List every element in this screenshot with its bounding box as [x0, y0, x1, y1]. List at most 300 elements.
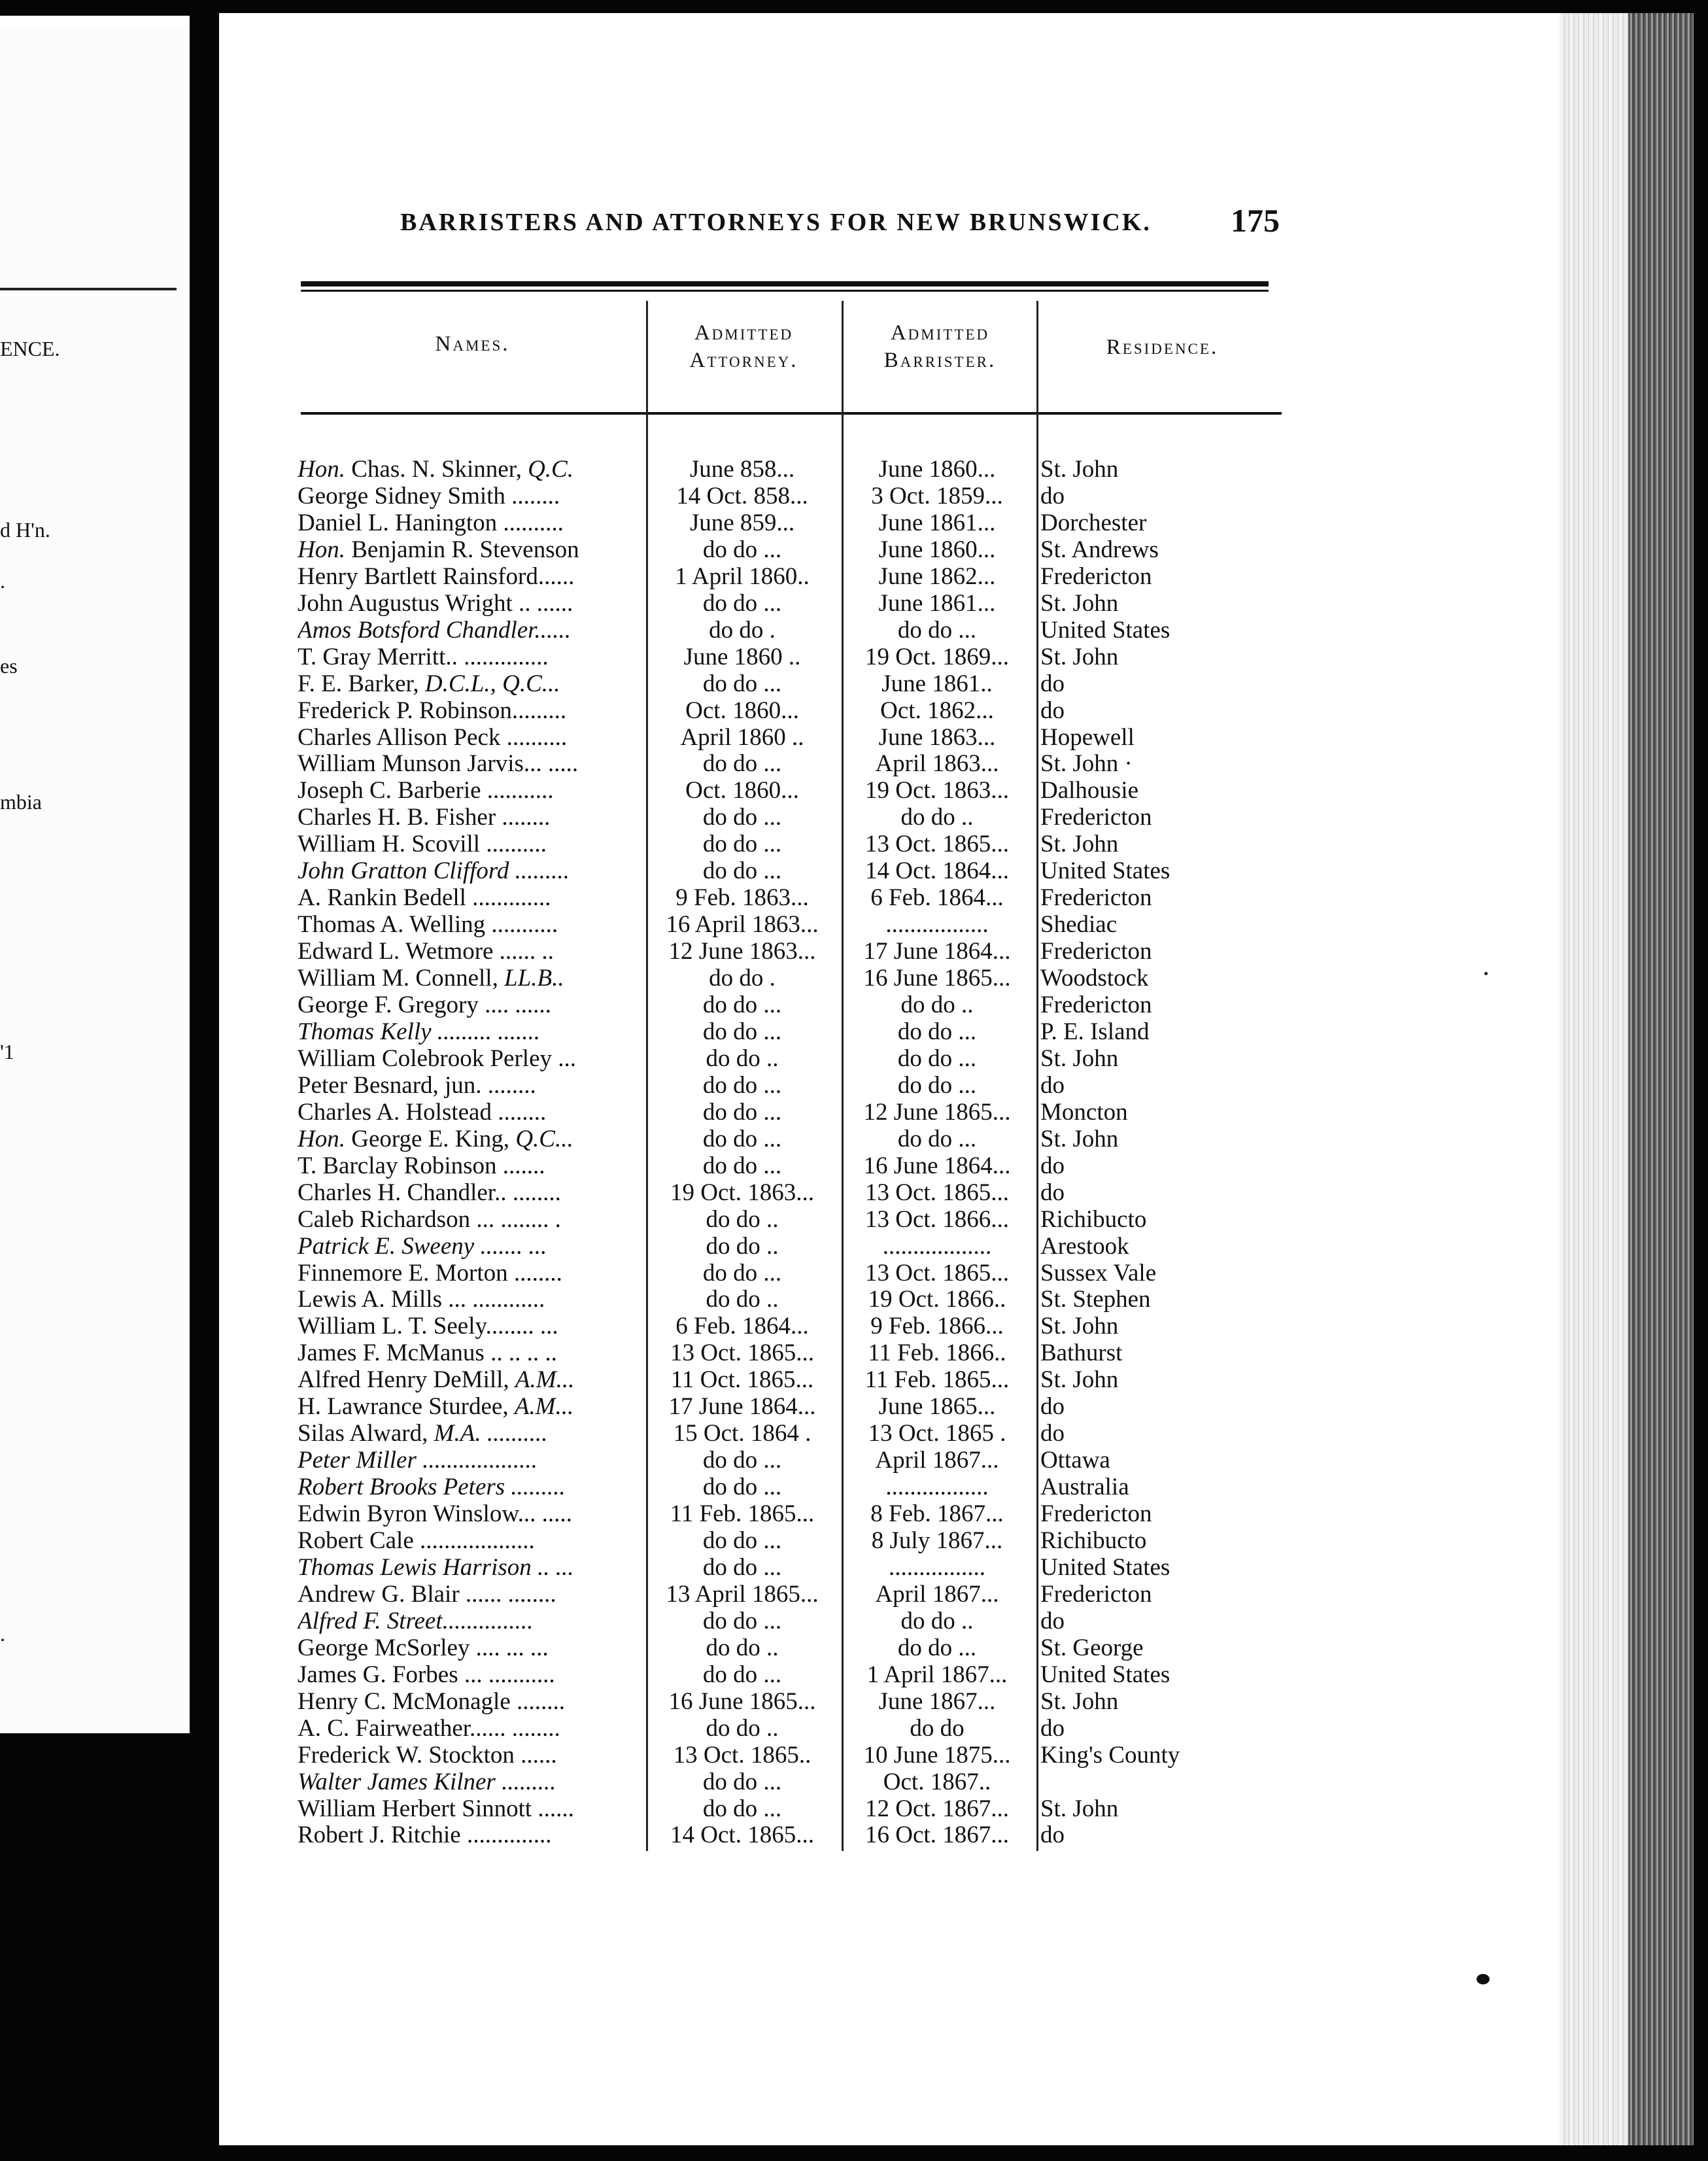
entry-name: [298, 1795, 641, 1822]
entry-residence: St. John: [1040, 589, 1119, 617]
table-row: [298, 536, 1291, 563]
entry-residence: St. John: [1040, 1045, 1119, 1072]
entry-admitted-attorney: do do ...: [702, 1152, 782, 1179]
table-row: [298, 483, 1291, 510]
entry-admitted-barrister: 19 Oct. 1869...: [865, 643, 1009, 670]
entry-admitted-attorney: do do ...: [702, 1447, 782, 1474]
table-row: [298, 992, 1291, 1018]
entry-name-text: Patrick E. Sweeny ....... ...: [298, 1232, 547, 1260]
entry-name-text: John Gratton Clifford .........: [298, 857, 570, 885]
entry-name: [298, 1661, 641, 1688]
entry-name: [298, 1420, 641, 1447]
entry-name: [298, 992, 641, 1018]
table-row: [298, 1527, 1291, 1554]
entry-name: [298, 1769, 641, 1795]
entry-name-text: T. Gray Merritt.. ..............: [298, 643, 549, 670]
entry-residence: Ottawa: [1040, 1447, 1110, 1474]
table-row: [298, 1634, 1291, 1661]
entry-admitted-barrister: 14 Oct. 1864...: [865, 857, 1009, 885]
entry-name: [298, 1608, 641, 1634]
entry-name-text: William Colebrook Perley ...: [298, 1045, 576, 1072]
entry-admitted-barrister: June 1860...: [878, 536, 996, 563]
entry-name-text: Robert J. Ritchie ..............: [298, 1822, 552, 1849]
entry-title-prefix: Hon.: [298, 456, 345, 483]
entry-residence: P. E. Island: [1040, 1018, 1150, 1045]
entry-name-text: A. C. Fairweather...... ........: [298, 1714, 560, 1742]
entry-residence: Sussex Vale: [1040, 1259, 1157, 1287]
table-row: [298, 831, 1291, 857]
entry-admitted-barrister: 17 June 1864...: [863, 938, 1011, 965]
entry-admitted-attorney: 11 Oct. 1865...: [670, 1366, 814, 1394]
table-row: [298, 1099, 1291, 1126]
entry-admitted-barrister: June 1865...: [878, 1393, 996, 1421]
header-barrister-line1: Admitted: [890, 321, 990, 345]
entry-name-text: Alfred F. Street...............: [298, 1607, 534, 1634]
entry-name: [298, 1018, 641, 1045]
header-attorney-line1: Admitted: [694, 321, 794, 345]
entry-name: [298, 483, 641, 510]
header-names: Names.: [435, 332, 510, 356]
entry-residence: Fredericton: [1040, 884, 1152, 912]
entry-admitted-attorney: 6 Feb. 1864...: [675, 1313, 809, 1340]
table-row: [298, 750, 1291, 777]
table-row: [298, 857, 1291, 884]
facing-page-rule: [0, 288, 177, 290]
entry-name-text: Henry Bartlett Rainsford......: [298, 562, 575, 590]
table-row: [298, 1742, 1291, 1769]
entry-admitted-attorney: do do ...: [702, 1553, 782, 1581]
entry-admitted-attorney: do do ...: [702, 1125, 782, 1152]
entry-name: [298, 1366, 641, 1393]
header-admitted-attorney: [647, 319, 840, 374]
entry-name: [298, 536, 641, 563]
table-row: [298, 456, 1291, 483]
table-row: [298, 965, 1291, 992]
entry-degree: Q.C.: [528, 456, 573, 483]
facing-page-text: mbia: [0, 790, 42, 814]
entry-admitted-barrister: 13 Oct. 1865...: [865, 831, 1009, 858]
entry-residence: St. John: [1040, 1795, 1119, 1822]
table-row: [298, 1420, 1291, 1447]
entry-name: [298, 1554, 641, 1581]
entry-name: [298, 1152, 641, 1179]
table-row: [298, 1474, 1291, 1500]
table-row: [298, 884, 1291, 911]
entry-admitted-attorney: do do ...: [702, 589, 782, 617]
entry-name-text: Edwin Byron Winslow... .....: [298, 1500, 572, 1528]
entry-residence: Australia: [1040, 1474, 1129, 1501]
entry-residence: Woodstock: [1040, 965, 1149, 992]
table-row: [298, 777, 1291, 804]
table-row: [298, 1795, 1291, 1822]
entry-name: [298, 1742, 641, 1769]
ink-speck: [1477, 1974, 1490, 1984]
entry-name-text: Charles A. Holstead ........: [298, 1098, 547, 1126]
entry-residence: St. Andrews: [1040, 536, 1159, 563]
entry-admitted-barrister: do do ...: [897, 1045, 977, 1072]
entry-residence: do: [1040, 670, 1065, 697]
entry-admitted-attorney: June 859...: [689, 509, 795, 536]
entry-admitted-barrister: 11 Feb. 1865...: [864, 1366, 1010, 1394]
entry-degree: LL.B..: [504, 965, 564, 992]
entry-name-text: Henry C. McMonagle ........: [298, 1687, 565, 1715]
entry-name-text: Chas. N. Skinner,: [345, 456, 528, 483]
entry-name: [298, 1527, 641, 1554]
entry-degree: Q.C...: [515, 1125, 573, 1152]
entry-name: [298, 938, 641, 965]
entry-name-text: James G. Forbes ... ...........: [298, 1661, 555, 1688]
entry-name: [298, 1447, 641, 1474]
entry-admitted-barrister: 11 Feb. 1866..: [868, 1340, 1006, 1367]
entry-admitted-attorney: do do ...: [702, 750, 782, 778]
entry-admitted-attorney: June 1860 ..: [683, 643, 801, 670]
entry-admitted-barrister: 16 June 1865...: [863, 965, 1011, 992]
table-row: [298, 1045, 1291, 1072]
entry-admitted-barrister: June 1861...: [878, 509, 996, 536]
entry-residence: do: [1040, 1420, 1065, 1447]
entry-residence: do: [1040, 1071, 1065, 1099]
entry-admitted-barrister: ..................: [882, 1232, 992, 1260]
table-row: [298, 911, 1291, 938]
table-row: [298, 1072, 1291, 1099]
entry-title-prefix: Hon.: [298, 1125, 345, 1152]
entry-name: [298, 831, 641, 857]
table-row: [298, 1340, 1291, 1366]
entry-residence: Dalhousie: [1040, 777, 1139, 804]
entry-title-prefix: Hon.: [298, 536, 345, 563]
entry-name: [298, 1233, 641, 1260]
entry-name: [298, 1179, 641, 1206]
entry-admitted-barrister: June 1867...: [878, 1687, 996, 1715]
table-row: [298, 670, 1291, 697]
entry-name-text: Walter James Kilner .........: [298, 1768, 556, 1795]
header-rule-bottom: [301, 412, 1282, 415]
entry-admitted-attorney: Oct. 1860...: [685, 777, 799, 804]
table-row: [298, 1447, 1291, 1474]
table-row: [298, 1179, 1291, 1206]
entry-residence: St. George: [1040, 1634, 1144, 1661]
facing-page-text: .: [0, 1622, 5, 1646]
entry-name: [298, 1340, 641, 1366]
entry-admitted-barrister: 9 Feb. 1866...: [870, 1313, 1004, 1340]
entry-name-text: Joseph C. Barberie ...........: [298, 777, 554, 804]
table-row: [298, 1608, 1291, 1634]
facing-page-text: d H'n.: [0, 518, 50, 542]
entry-admitted-barrister: April 1867...: [875, 1580, 999, 1608]
entry-residence: Fredericton: [1040, 938, 1152, 965]
entry-name: [298, 510, 641, 536]
entry-name-text: William M. Connell,: [298, 965, 505, 992]
entry-admitted-attorney: Oct. 1860...: [685, 697, 799, 724]
table-row: [298, 1286, 1291, 1313]
table-row: [298, 617, 1291, 644]
table-row: [298, 1822, 1291, 1848]
entry-admitted-barrister: 8 July 1867...: [871, 1527, 1003, 1554]
entry-admitted-attorney: 13 Oct. 1865..: [673, 1741, 811, 1769]
entry-residence: Fredericton: [1040, 1580, 1152, 1608]
entry-name-text: Robert Cale ...................: [298, 1527, 535, 1554]
entry-residence: do: [1040, 1822, 1065, 1849]
entry-name: [298, 1126, 641, 1152]
entry-residence: St. John ·: [1040, 750, 1133, 778]
facing-page-text: '1: [0, 1040, 14, 1063]
entry-name-text: Peter Besnard, jun. ........: [298, 1071, 536, 1099]
table-row: [298, 644, 1291, 670]
entry-name-text: Charles H. Chandler.. ........: [298, 1179, 561, 1206]
entry-admitted-attorney: 14 Oct. 858...: [676, 482, 808, 510]
entry-name: [298, 644, 641, 670]
entry-residence: Fredericton: [1040, 804, 1152, 831]
entry-degree: A.M...: [515, 1366, 575, 1394]
entry-name-text: George F. Gregory .... ......: [298, 992, 551, 1018]
book-edge-shadow: [1628, 13, 1694, 2145]
entry-admitted-attorney: June 858...: [689, 456, 795, 483]
entry-name: [298, 1500, 641, 1527]
entry-residence: do: [1040, 1152, 1065, 1179]
entry-residence: St. John: [1040, 1687, 1119, 1715]
entry-admitted-attorney: do do .: [709, 965, 776, 992]
table-row: [298, 1769, 1291, 1795]
entry-admitted-barrister: 16 Oct. 1867...: [865, 1822, 1009, 1849]
entry-name-text: George McSorley .... ... ...: [298, 1634, 549, 1661]
entry-name: [298, 1688, 641, 1715]
entry-admitted-barrister: June 1861...: [878, 589, 996, 617]
table-row: [298, 1126, 1291, 1152]
entry-name-text: T. Barclay Robinson .......: [298, 1152, 545, 1179]
entry-residence: St. John: [1040, 1125, 1119, 1152]
entry-admitted-barrister: do do ...: [897, 1018, 977, 1045]
entry-admitted-attorney: 16 June 1865...: [668, 1687, 816, 1715]
scan-border-bottom: [0, 1733, 219, 2161]
entry-name-text: F. E. Barker,: [298, 670, 425, 697]
entry-name-text: Thomas Lewis Harrison .. ...: [298, 1553, 574, 1581]
facing-page-text: es: [0, 654, 18, 678]
table-row: [298, 1688, 1291, 1715]
entry-admitted-attorney: do do ...: [702, 1768, 782, 1795]
entry-name-text: William L. T. Seely........ ...: [298, 1313, 558, 1340]
entry-name-text: Finnemore E. Morton ........: [298, 1259, 562, 1287]
facing-page-fragment: [0, 26, 190, 1733]
entry-name-text: A. Rankin Bedell .............: [298, 884, 551, 912]
entry-admitted-barrister: 8 Feb. 1867...: [870, 1500, 1004, 1528]
entry-admitted-attorney: do do ...: [702, 536, 782, 563]
entry-name: [298, 1206, 641, 1233]
entry-admitted-barrister: do do ...: [897, 1071, 977, 1099]
entry-admitted-barrister: 12 Oct. 1867...: [865, 1795, 1009, 1822]
entry-residence: St. John: [1040, 1313, 1119, 1340]
entry-admitted-barrister: .................: [885, 1474, 989, 1501]
entry-residence: St. John: [1040, 643, 1119, 670]
entry-admitted-attorney: do do ...: [702, 992, 782, 1018]
entry-admitted-barrister: 6 Feb. 1864...: [870, 884, 1004, 912]
table-row: [298, 804, 1291, 831]
entry-admitted-barrister: ................: [889, 1553, 985, 1581]
entry-name: [298, 777, 641, 804]
entry-name: [298, 563, 641, 590]
entry-residence: United States: [1040, 1553, 1170, 1581]
entry-admitted-barrister: Oct. 1862...: [880, 697, 994, 724]
entry-name: [298, 617, 641, 644]
entry-name: [298, 804, 641, 831]
entry-admitted-attorney: do do ..: [706, 1045, 779, 1072]
entry-name: [298, 911, 641, 938]
entry-name: [298, 1286, 641, 1313]
entry-name-text: Frederick W. Stockton ......: [298, 1741, 557, 1769]
entry-admitted-attorney: do do ..: [706, 1634, 779, 1661]
entry-name-text: George Sidney Smith ........: [298, 482, 560, 510]
entry-admitted-attorney: 11 Feb. 1865...: [670, 1500, 815, 1528]
entry-admitted-barrister: Oct. 1867..: [883, 1768, 991, 1795]
entry-admitted-attorney: 17 June 1864...: [668, 1393, 816, 1421]
entry-residence: Moncton: [1040, 1098, 1128, 1126]
table-row: [298, 724, 1291, 751]
entry-admitted-barrister: do do: [910, 1714, 965, 1742]
table-row: [298, 1233, 1291, 1260]
entry-residence: do: [1040, 1607, 1065, 1634]
facing-page-text: .: [0, 569, 5, 593]
table-row: [298, 1260, 1291, 1287]
entry-residence: Arestook: [1040, 1232, 1129, 1260]
entry-residence: Fredericton: [1040, 992, 1152, 1018]
table-row: [298, 1661, 1291, 1688]
entry-residence: do: [1040, 1179, 1065, 1206]
entry-admitted-barrister: do do ...: [897, 1125, 977, 1152]
entry-name-text: H. Lawrance Sturdee,: [298, 1393, 515, 1421]
entry-residence: Shediac: [1040, 911, 1118, 939]
entry-name: [298, 1260, 641, 1287]
entry-residence: Bathurst: [1040, 1340, 1123, 1367]
table-row: [298, 1554, 1291, 1581]
entry-name-text: Silas Alward,: [298, 1420, 434, 1447]
ink-speck: [1484, 972, 1488, 975]
entry-admitted-attorney: 14 Oct. 1865...: [670, 1822, 814, 1849]
entry-residence: Fredericton: [1040, 562, 1152, 590]
entry-admitted-barrister: 16 June 1864...: [863, 1152, 1011, 1179]
entry-residence: United States: [1040, 857, 1170, 885]
entry-name: [298, 670, 641, 697]
header-barrister-line2: Barrister.: [883, 349, 997, 372]
entry-admitted-barrister: 13 Oct. 1865 .: [868, 1420, 1006, 1447]
entry-admitted-attorney: do do ...: [702, 1098, 782, 1126]
facing-page-text: ENCE.: [0, 337, 60, 360]
header-admitted-barrister: [844, 319, 1036, 374]
entry-admitted-attorney: do do ..: [706, 1232, 779, 1260]
entry-name-text: Thomas A. Welling ...........: [298, 911, 558, 939]
entry-admitted-attorney: 13 Oct. 1865...: [670, 1340, 814, 1367]
entry-residence: Hopewell: [1040, 723, 1135, 751]
entry-name-text: Lewis A. Mills ... ............: [298, 1286, 545, 1313]
entry-residence: St. John: [1040, 456, 1119, 483]
entry-admitted-attorney: do do ...: [702, 831, 782, 858]
entry-admitted-barrister: .................: [885, 911, 989, 939]
entry-admitted-barrister: 13 Oct. 1866...: [865, 1205, 1009, 1233]
entry-admitted-attorney: do do ..: [706, 1286, 779, 1313]
entry-admitted-attorney: do do ..: [706, 1714, 779, 1742]
entry-name: [298, 1099, 641, 1126]
entry-name: [298, 1393, 641, 1420]
entry-residence: King's County: [1040, 1741, 1180, 1769]
entry-admitted-barrister: 12 June 1865...: [863, 1098, 1011, 1126]
entry-admitted-attorney: do do ...: [702, 1018, 782, 1045]
entry-name-text: Andrew G. Blair ...... ........: [298, 1580, 556, 1608]
entry-name-text: Benjamin R. Stevenson: [345, 536, 579, 563]
table-row: [298, 1366, 1291, 1393]
header-residence: Residence.: [1106, 336, 1219, 359]
entry-name-text: Charles H. B. Fisher ........: [298, 804, 551, 831]
entry-name-text: Edward L. Wetmore ...... ..: [298, 938, 554, 965]
table-row: [298, 1581, 1291, 1608]
entry-admitted-attorney: do do ...: [702, 857, 782, 885]
entry-admitted-barrister: 19 Oct. 1863...: [865, 777, 1009, 804]
entry-admitted-attorney: do do ..: [706, 1205, 779, 1233]
entry-name-text: William Munson Jarvis... .....: [298, 750, 579, 778]
entry-name-text: Alfred Henry DeMill,: [298, 1366, 515, 1394]
entry-name: [298, 1581, 641, 1608]
table-row: [298, 938, 1291, 965]
entry-admitted-barrister: 13 Oct. 1865...: [865, 1259, 1009, 1287]
entry-admitted-barrister: do do ..: [900, 804, 974, 831]
entry-name: [298, 724, 641, 751]
entry-admitted-attorney: do do ...: [702, 1795, 782, 1822]
entry-name: [298, 965, 641, 992]
table-row: [298, 1500, 1291, 1527]
header-rule-thick: [301, 281, 1269, 286]
entry-admitted-barrister: April 1863...: [875, 750, 999, 778]
entry-admitted-attorney: do do .: [709, 616, 776, 644]
entry-name-text: George E. King,: [345, 1125, 516, 1152]
entry-name: [298, 1822, 641, 1848]
entry-name: [298, 456, 641, 483]
entry-residence: do: [1040, 697, 1065, 724]
entry-admitted-attorney: do do ...: [702, 1607, 782, 1634]
entry-admitted-barrister: do do ...: [897, 616, 977, 644]
entry-residence: do: [1040, 1393, 1065, 1421]
entry-degree: D.C.L., Q.C...: [424, 670, 560, 697]
entry-name: [298, 590, 641, 617]
table-row: [298, 1715, 1291, 1742]
entry-admitted-attorney: 16 April 1863...: [666, 911, 819, 939]
entry-name: [298, 1715, 641, 1742]
page-number: 175: [1231, 202, 1280, 239]
entry-admitted-attorney: do do ...: [702, 1661, 782, 1688]
entry-admitted-barrister: June 1861..: [881, 670, 993, 697]
entry-residence: St. John: [1040, 831, 1119, 858]
table-row: [298, 1018, 1291, 1045]
entry-name-text: Peter Miller ...................: [298, 1447, 538, 1474]
entry-residence: United States: [1040, 1661, 1170, 1688]
entry-admitted-attorney: do do ...: [702, 1259, 782, 1287]
entry-admitted-attorney: do do ...: [702, 1474, 782, 1501]
entry-admitted-barrister: June 1860...: [878, 456, 996, 483]
entry-admitted-barrister: June 1863...: [878, 723, 996, 751]
entry-name-text: Charles Allison Peck ..........: [298, 723, 568, 751]
entry-residence: do: [1040, 1714, 1065, 1742]
entry-name-text: Caleb Richardson ... ........ .: [298, 1205, 561, 1233]
entry-admitted-attorney: April 1860 ..: [680, 723, 804, 751]
entry-admitted-attorney: do do ...: [702, 1071, 782, 1099]
entry-admitted-attorney: 15 Oct. 1864 .: [673, 1420, 811, 1447]
entry-admitted-barrister: June 1862...: [878, 562, 996, 590]
table-row: [298, 590, 1291, 617]
entry-admitted-barrister: April 1867...: [875, 1447, 999, 1474]
entry-degree: M.A. ..........: [434, 1420, 548, 1447]
entry-name: [298, 1474, 641, 1500]
entry-name: [298, 1045, 641, 1072]
entry-name-text: William Herbert Sinnott ......: [298, 1795, 574, 1822]
entry-admitted-barrister: 3 Oct. 1859...: [871, 482, 1003, 510]
entry-residence: Fredericton: [1040, 1500, 1152, 1528]
entry-admitted-barrister: do do ...: [897, 1634, 977, 1661]
